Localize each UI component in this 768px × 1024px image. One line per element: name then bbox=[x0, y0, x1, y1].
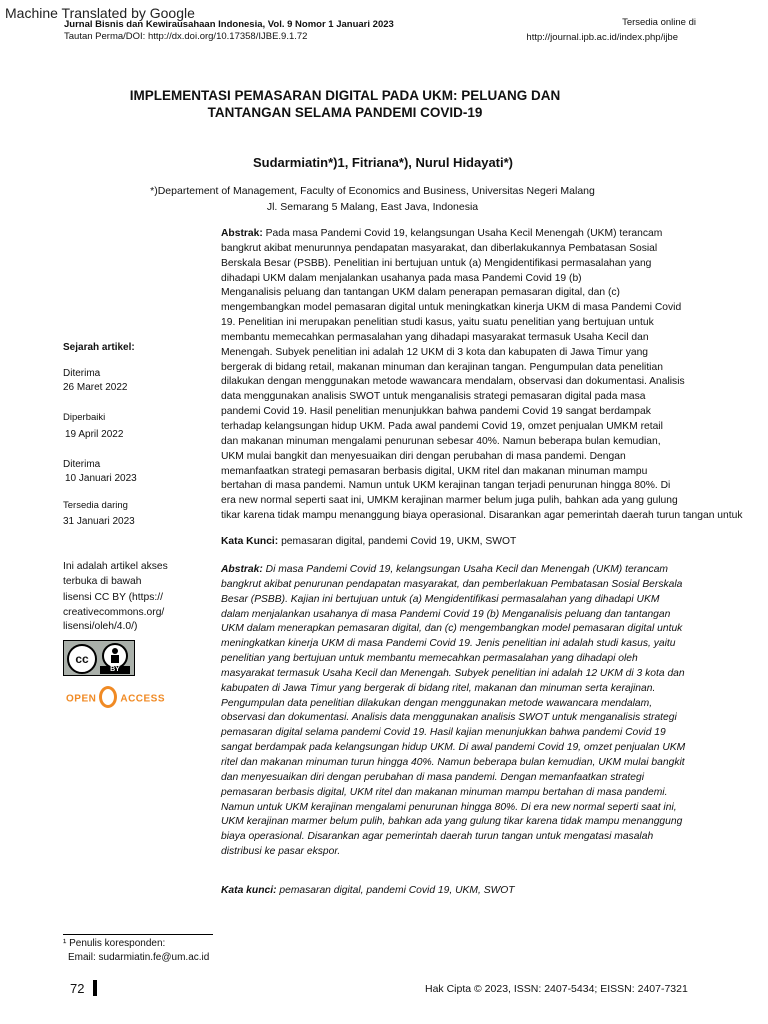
abstract-en-line: masyarakat termasuk Usaha Kecil dan Menengah. Subyek penelitian ini adalah 12 UKM di 3 kota dan bbox=[221, 667, 685, 679]
abstract-line: UKM mulai bangkit dan menyesuaikan diri dengan perubahan di masa pandemi. Dengan bbox=[221, 450, 626, 462]
abstract-line: Menganalisis peluang dan tantangan UKM dalam penerapan pemasaran digital, dan (c) bbox=[221, 287, 620, 299]
abstract-en-line: pemasaran berbasis digital, UKM ritel dan makanan minuman mampu bertahan di masa pandemi. bbox=[221, 786, 668, 798]
authors bbox=[0, 155, 768, 170]
abstract-line: tikar karena tidak mampu menanggung biaya operasional. Disarankan agar pemerintah daerah turun tangan untuk bbox=[221, 510, 743, 522]
abstract-translated bbox=[221, 563, 721, 860]
abstract-en-line: ritel dan makanan minuman turun hingga 40%. Namun beberapa bulan kemudian, UKM mulai bangkit bbox=[221, 756, 685, 768]
abstract-line: Pada masa Pandemi Covid 19, kelangsungan Usaha Kecil Menengah (UKM) terancam bbox=[262, 228, 663, 239]
abstract-en-label: Abstrak: bbox=[221, 564, 263, 575]
available-online-label: Tersedia online di bbox=[622, 17, 696, 28]
abstract-en-line: UKM dalam menerapkan pemasaran digital, dan (c) mengembangkan model pemasaran digital untuk bbox=[221, 623, 683, 635]
abstract-en-line: sangat berdampak pada kelangsungan hidup UKM. Di awal pandemi Covid 19, omzet penjualan UKM bbox=[221, 742, 686, 754]
abstract-en-line: pemasaran digital selama pandemi Covid 19. Hasil kajian menunjukkan bahwa pandemi Covid 19 bbox=[221, 727, 666, 739]
paper-title bbox=[40, 87, 650, 121]
abstract-line: membantu memecahkan permasalahan yang dihadapi masyarakat termasuk Usaha Kecil dan bbox=[221, 331, 649, 343]
affiliation-line: *)Departement of Management, Faculty of Economics and Business, Universitas Negeri Malang bbox=[150, 185, 595, 197]
footnote-divider bbox=[63, 934, 213, 935]
machine-translation-banner: Machine Translated by Google bbox=[5, 5, 195, 21]
by-label: BY bbox=[100, 666, 130, 674]
cc-icon: cc bbox=[67, 644, 97, 674]
journal-url-link[interactable]: http://journal.ipb.ac.id/index.php/ijbe bbox=[526, 32, 678, 43]
abstract-en-line: dan menyesuaikan diri dengan perubahan di masa pandemi. Dengan memanfaatkan strategi bbox=[221, 771, 645, 783]
copyright-notice: Hak Cipta © 2023, ISSN: 2407-5434; EISSN: 2407-7321 bbox=[425, 983, 688, 995]
journal-name: Jurnal Bisnis dan Kewirausahaan Indonesia, Vol. 9 Nomor 1 Januari 2023 bbox=[64, 19, 394, 30]
received-label: Diterima bbox=[63, 368, 101, 379]
received-date: 26 Maret 2022 bbox=[63, 382, 128, 393]
affiliation bbox=[0, 183, 745, 215]
abstract-line: dan makanan minuman mengalami penurunan sebesar 40%. Namun beberapa bulan kemudian, bbox=[221, 435, 661, 447]
authors-text: Sudarmiatin*)1, Fitriana*), Nurul Hidayati*) bbox=[252, 155, 514, 170]
license-line[interactable]: creativecommons.org/ bbox=[63, 606, 165, 618]
license-line: terbuka di bawah bbox=[63, 575, 142, 587]
abstract-en-line: UKM kerajinan marmer belum pulih, bahkan ada yang gulung tikar karena tidak mampu menanggung bbox=[221, 816, 683, 828]
abstract-en-line: bangkrut akibat penurunan pendapatan masyarakat, dan pemberlakuan Pembatasan Sosial Berskala bbox=[221, 578, 683, 590]
abstract-line: dihadapi UKM dalam menjalankan usahanya pada masa Pandemi Covid 19 (b) bbox=[221, 272, 582, 284]
abstract-line: mengembangkan model pemasaran digital untuk meningkatkan kinerja UKM di masa Pandemi Covid bbox=[221, 302, 682, 314]
revised-label: Diperbaiki bbox=[63, 412, 106, 423]
abstract-en-line: distribusi ke pasar ekspor. bbox=[221, 846, 341, 858]
keywords-label: Kata Kunci: bbox=[221, 536, 279, 547]
abstract-en-line: kabupaten di Jawa Timur yang bergerak di bidang ritel, makanan dan minuman serta kerajinan. bbox=[221, 682, 656, 694]
abstract-en-line: biaya operasional. Disarankan agar pemerintah daerah turun tangan untuk mengatasi masalah bbox=[221, 831, 654, 843]
abstract-line: pandemi Covid 19. Hasil penelitian menunjukkan bahwa pandemi Covid 19 sangat berdampak bbox=[221, 406, 651, 418]
abstract-en-line: dalam menjalankan usahanya di masa Pandemi Covid 19 (b) Menganalisis peluang dan tantangan bbox=[221, 608, 671, 620]
open-access-open-text: OPEN bbox=[66, 693, 97, 705]
keywords bbox=[221, 536, 516, 547]
abstract-en-line: penelitian yang bertujuan untuk membantu memecahkan permasalahan yang dihadapi oleh bbox=[221, 653, 638, 665]
abstract-line: Berskala Besar (PSBB). Penelitian ini bertujuan untuk (a) Mengidentifikasi permasalahan yang bbox=[221, 257, 652, 269]
corresponding-author-label: ¹ Penulis koresponden: bbox=[63, 938, 166, 949]
open-access-logo bbox=[66, 688, 165, 710]
license-line[interactable]: lisensi/oleh/4.0/) bbox=[63, 621, 138, 632]
online-date: 31 Januari 2023 bbox=[63, 516, 135, 527]
abstract-line: bergerak di bidang retail, makanan minuman dan kerajinan tangan. Pengumpulan data penelitian bbox=[221, 361, 663, 373]
abstract-label: Abstrak: bbox=[221, 228, 263, 239]
affiliation-line: Jl. Semarang 5 Malang, East Java, Indonesia bbox=[266, 201, 479, 213]
abstract-line: memanfaatkan strategi pemasaran berbasis digital, UKM ritel dan makanan minuman mampu bbox=[221, 465, 648, 477]
keywords-en-label: Kata kunci: bbox=[221, 885, 277, 896]
online-label: Tersedia daring bbox=[63, 500, 128, 511]
accepted-label: Diterima bbox=[63, 459, 101, 470]
accepted-date: 10 Januari 2023 bbox=[65, 473, 137, 484]
abstract-line: data menggunakan analisis SWOT untuk menganalisis strategi pemasaran digital pada masa bbox=[221, 391, 646, 403]
open-lock-icon bbox=[99, 686, 117, 708]
doi-link[interactable]: Tautan Perma/DOI: http://dx.doi.org/10.17358/IJBE.9.1.72 bbox=[64, 31, 308, 42]
article-history-title: Sejarah artikel: bbox=[63, 342, 135, 353]
open-access-access-text: ACCESS bbox=[120, 693, 166, 705]
abstract-indonesian bbox=[221, 227, 768, 524]
license-text bbox=[63, 560, 193, 635]
abstract-en-line: Di masa Pandemi Covid 19, kelangsungan Usaha Kecil dan Menengah (UKM) terancam bbox=[262, 564, 669, 575]
license-line: Ini adalah artikel akses bbox=[63, 561, 168, 572]
revised-date: 19 April 2022 bbox=[65, 429, 124, 440]
keywords-en-text: pemasaran digital, pandemi Covid 19, UKM, SWOT bbox=[276, 885, 515, 896]
abstract-en-line: observasi dan dokumentasi. Analisis data menggunakan analisis SWOT untuk menganalisis strategi bbox=[221, 712, 677, 724]
license-line[interactable]: lisensi CC BY (https:// bbox=[63, 592, 163, 603]
abstract-en-line: Pengumpulan data penelitian dilakukan dengan menggunakan metode wawancara mendalam, bbox=[221, 697, 653, 709]
abstract-en-line: Namun untuk UKM kerajinan mengalami penurunan hingga 80%. Di era new normal seperti saat ini, bbox=[221, 801, 677, 813]
abstract-en-line: Besar (PSBB). Kajian ini bertujuan untuk (a) Mengidentifikasi permasalahan yang dihadapi UKM bbox=[221, 593, 660, 605]
abstract-line: bangkrut akibat menurunnya pendapatan masyarakat, dan diberlakukannya Pembatasan Sosial bbox=[221, 242, 658, 254]
cc-by-badge-icon[interactable] bbox=[63, 640, 135, 676]
corresponding-email[interactable]: Email: sudarmiatin.fe@um.ac.id bbox=[68, 952, 210, 963]
abstract-line: era new normal seperti saat ini, UMKM kerajinan marmer belum juga pulih, bahkan ada yang gulung bbox=[221, 495, 678, 507]
keywords-translated bbox=[221, 885, 515, 896]
page-number-bar bbox=[93, 980, 97, 996]
page-number: 72 bbox=[70, 981, 85, 996]
abstract-line: bertahan di masa pandemi. Namun untuk UKM kerajinan tangan terjadi penurunan hingga 80%. Di bbox=[221, 480, 671, 492]
keywords-text: pemasaran digital, pandemi Covid 19, UKM, SWOT bbox=[278, 536, 517, 547]
abstract-line: Menengah. Subyek penelitian ini adalah 12 UKM di 3 kota dan kabupaten di Jawa Timur yang bbox=[221, 346, 649, 358]
abstract-line: dilakukan dengan menggunakan metode wawancara mendalam, observasi dan dokumentasi. Analisis bbox=[221, 376, 685, 388]
title-line: TANTANGAN SELAMA PANDEMI COVID-19 bbox=[207, 105, 483, 120]
abstract-line: 19. Penelitian ini merupakan penelitian studi kasus, yaitu suatu penelitian yang bertujuan untuk bbox=[221, 317, 654, 329]
abstract-line: terhadap kelangsungan hidup UKM. Pada awal pandemi Covid 19, omzet penjualan UMKM retail bbox=[221, 420, 663, 432]
abstract-en-line: meningkatkan kinerja UKM di masa Pandemi Covid 19. Jenis penelitian ini adalah studi kasus, yaitu bbox=[221, 638, 676, 650]
title-line: IMPLEMENTASI PEMASARAN DIGITAL PADA UKM: PELUANG DAN bbox=[129, 88, 561, 103]
